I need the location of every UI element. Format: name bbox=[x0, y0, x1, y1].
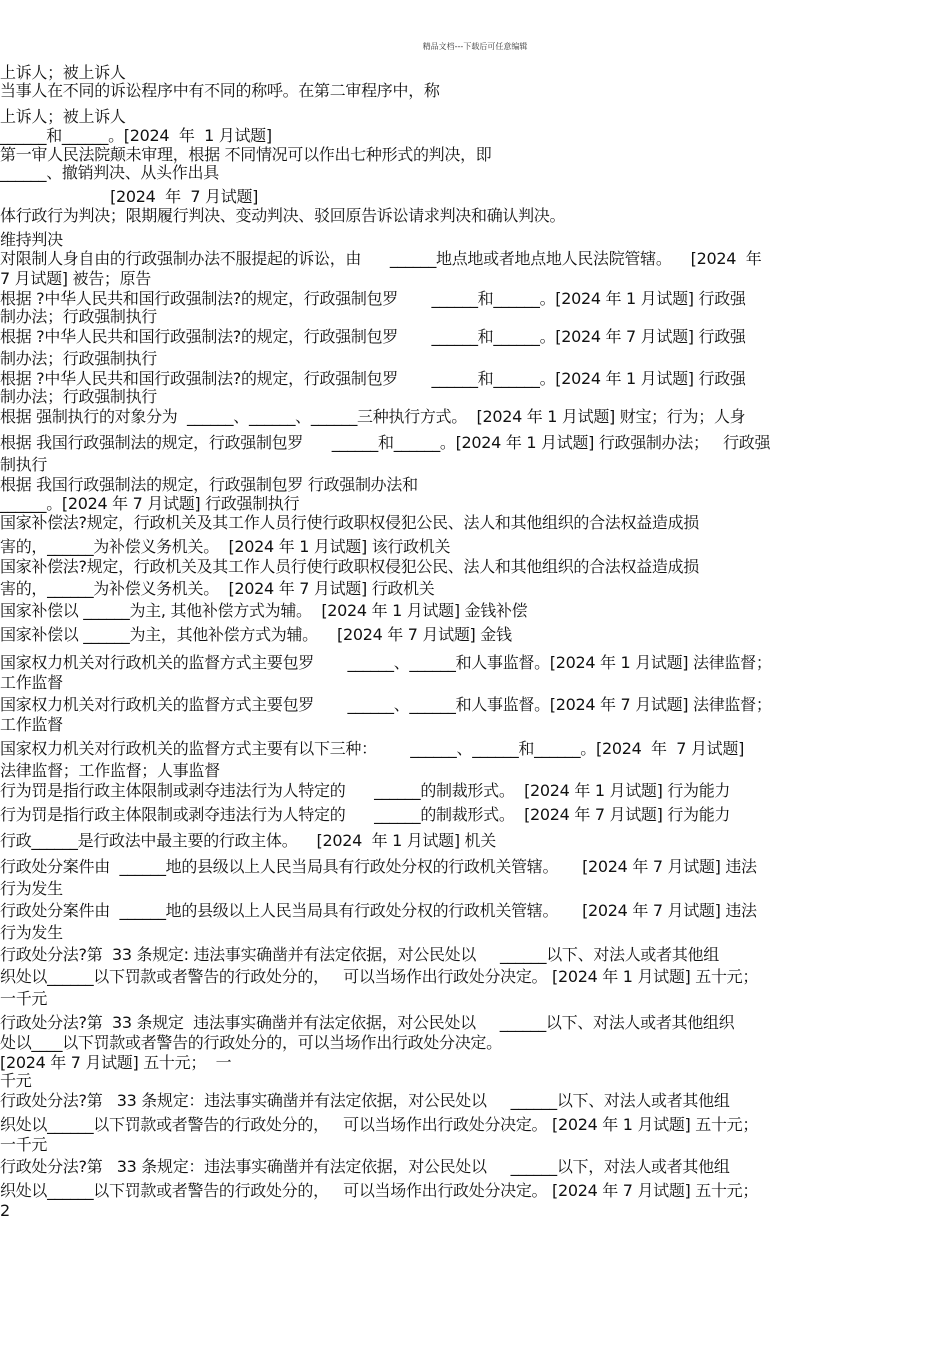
text-line: 根据 ?中华人民共和国行政强制法?的规定，行政强制包罗 ______和______。[2024 年 1 月试题] 行政强 bbox=[0, 289, 746, 308]
text-line: 2 bbox=[0, 1201, 10, 1220]
text-line: 处以____以下罚款或者警告的行政处分的，可以当场作出行政处分决定。 bbox=[0, 1033, 502, 1052]
text-line: 国家权力机关对行政机关的监督方式主要包罗 ______、______和人事监督。[2024 年 1 月试题] 法律监督； bbox=[0, 653, 772, 672]
text-line: 维持判决 bbox=[0, 230, 63, 249]
text-line: 行政______是行政法中最主要的行政主体。 [2024 年 1 月试题] 机关 bbox=[0, 831, 496, 850]
text-line: 行政处分法?第 33 条规定 违法事实确凿并有法定依据，对公民处以 ______以下、对法人或者其他组织 bbox=[0, 1013, 735, 1032]
text-line: 法律监督；工作监督；人事监督 bbox=[0, 761, 220, 780]
text-line: 行为发生 bbox=[0, 923, 63, 942]
text-line: 上诉人；被上诉人 bbox=[0, 63, 126, 82]
text-line: 根据 我国行政强制法的规定，行政强制包罗 行政强制办法和 bbox=[0, 475, 418, 494]
text-line: 国家补偿以 ______为主, 其他补偿方式为辅。 [2024 年 1 月试题] 金钱补偿 bbox=[0, 601, 528, 620]
text-line: 行为发生 bbox=[0, 879, 63, 898]
text-line: 国家补偿法?规定，行政机关及其工作人员行使行政职权侵犯公民、法人和其他组织的合法权益造成损 bbox=[0, 513, 699, 532]
text-line: 国家补偿法?规定，行政机关及其工作人员行使行政职权侵犯公民、法人和其他组织的合法权益造成损 bbox=[0, 557, 699, 576]
text-line: 工作监督 bbox=[0, 715, 63, 734]
page-header: 精品文档---下载后可任意编辑 bbox=[422, 42, 528, 51]
text-line: 制办法；行政强制执行 bbox=[0, 349, 158, 368]
text-line: 织处以______以下罚款或者警告的行政处分的， 可以当场作出行政处分决定。 [2024 年 7 月试题] 五十元； bbox=[0, 1181, 759, 1200]
text-line: 根据 强制执行的对象分为 ______、______、______三种执行方式。 [2024 年 1 月试题] 财宝；行为；人身 bbox=[0, 407, 746, 426]
text-line: 一千元 bbox=[0, 989, 48, 1008]
text-line: 害的，______为补偿义务机关。 [2024 年 1 月试题] 该行政机关 bbox=[0, 537, 451, 556]
text-line: 行政处分法?第 33 条规定：违法事实确凿并有法定依据，对公民处以 ______以下、对法人或者其他组 bbox=[0, 1091, 730, 1110]
text-line: 制办法；行政强制执行 bbox=[0, 387, 158, 406]
text-line: ______。[2024 年 7 月试题] 行政强制执行 bbox=[0, 494, 300, 513]
text-line: 制执行 bbox=[0, 455, 48, 474]
text-line: 行政处分法?第 33 条规定：违法事实确凿并有法定依据，对公民处以 ______以下，对法人或者其他组 bbox=[0, 1157, 730, 1176]
text-line: 根据 ?中华人民共和国行政强制法?的规定，行政强制包罗 ______和______。[2024 年 7 月试题] 行政强 bbox=[0, 327, 746, 346]
text-line: 体行政行为判决；限期履行判决、变动判决、驳回原告诉讼请求判决和确认判决。 bbox=[0, 206, 566, 225]
text-line: [2024 年 7 月试题] 五十元； 一 bbox=[0, 1053, 232, 1072]
text-line: 千元 bbox=[0, 1071, 32, 1090]
text-line: 行为罚是指行政主体限制或剥夺违法行为人特定的 ______的制裁形式。 [2024 年 7 月试题] 行为能力 bbox=[0, 805, 731, 824]
text-line: 对限制人身自由的行政强制办法不服提起的诉讼，由 ______地点地或者地点地人民法院管辖。 [2024 年 bbox=[0, 249, 762, 268]
text-line: 7 月试题] 被告；原告 bbox=[0, 269, 151, 288]
text-line: 行政处分案件由 ______地的县级以上人民当局具有行政处分权的行政机关管辖。 [2024 年 7 月试题] 违法 bbox=[0, 901, 757, 920]
text-line: 根据 ?中华人民共和国行政强制法?的规定，行政强制包罗 ______和______。[2024 年 1 月试题] 行政强 bbox=[0, 369, 746, 388]
text-line: 国家权力机关对行政机关的监督方式主要包罗 ______、______和人事监督。[2024 年 7 月试题] 法律监督； bbox=[0, 695, 772, 714]
text-line: 织处以______以下罚款或者警告的行政处分的， 可以当场作出行政处分决定。 [2024 年 1 月试题] 五十元； bbox=[0, 967, 759, 986]
text-line: ______和______。[2024 年 1 月试题] bbox=[0, 126, 272, 145]
text-line: 行政处分法?第 33 条规定: 违法事实确凿并有法定依据，对公民处以 ______以下、对法人或者其他组 bbox=[0, 945, 719, 964]
text-line: 一千元 bbox=[0, 1135, 48, 1154]
text-line: 第一审人民法院颠未审理，根据 不同情况可以作出七种形式的判决，即 bbox=[0, 145, 492, 164]
text-line: 根据 我国行政强制法的规定，行政强制包罗 ______和______。[2024 年 1 月试题] 行政强制办法； 行政强 bbox=[0, 433, 771, 452]
text-line: 行政处分案件由 ______地的县级以上人民当局具有行政处分权的行政机关管辖。 [2024 年 7 月试题] 违法 bbox=[0, 857, 757, 876]
text-line: 上诉人；被上诉人 bbox=[0, 107, 126, 126]
text-line: 工作监督 bbox=[0, 673, 63, 692]
text-line: 当事人在不同的诉讼程序中有不同的称呼。在第二审程序中，称 bbox=[0, 81, 440, 100]
text-line: [2024 年 7 月试题] bbox=[0, 187, 259, 206]
text-line: 国家补偿以 ______为主，其他补偿方式为辅。 [2024 年 7 月试题] 金钱 bbox=[0, 625, 512, 644]
text-line: ______、撤销判决、从头作出具 bbox=[0, 163, 219, 182]
text-line: 国家权力机关对行政机关的监督方式主要有以下三种： ______、______和______。[2024 年 7 月试题] bbox=[0, 739, 745, 758]
text-line: 制办法；行政强制执行 bbox=[0, 307, 158, 326]
text-line: 织处以______以下罚款或者警告的行政处分的， 可以当场作出行政处分决定。 [2024 年 1 月试题] 五十元； bbox=[0, 1115, 759, 1134]
text-line: 害的，______为补偿义务机关。 [2024 年 7 月试题] 行政机关 bbox=[0, 579, 435, 598]
text-line: 行为罚是指行政主体限制或剥夺违法行为人特定的 ______的制裁形式。 [2024 年 1 月试题] 行为能力 bbox=[0, 781, 731, 800]
